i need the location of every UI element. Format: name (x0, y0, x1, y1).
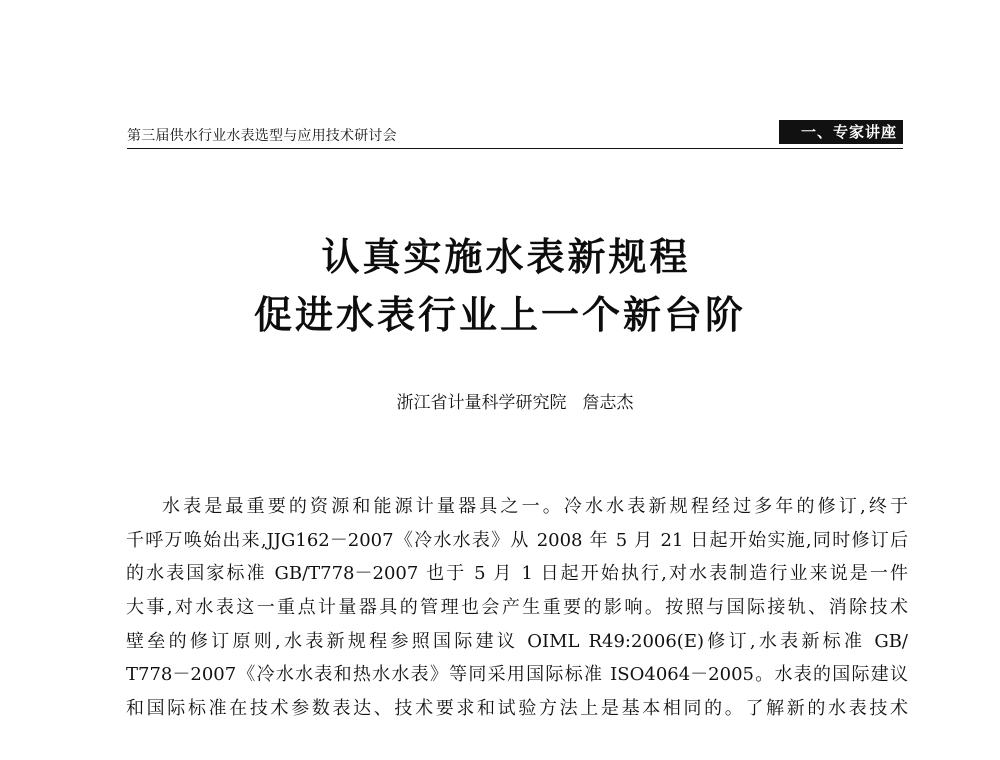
body-line: 大事,对水表这一重点计量器具的管理也会产生重要的影响。按照与国际接轨、消除技术 (126, 597, 908, 619)
byline (0, 388, 1000, 413)
header-divider (127, 148, 903, 149)
body-paragraph (126, 490, 908, 726)
body-line: 水表是最重要的资源和能源计量器具之一。冷水水表新规程经过多年的修订,终于 (162, 496, 908, 517)
body-line: 壁垒的修订原则,水表新规程参照国际建议 OIML R49:2006(E)修订,水表新标准 GB/ (126, 630, 908, 652)
author-name: 詹志杰 (582, 393, 634, 413)
body-line: 和国际标准在技术参数表达、技术要求和试验方法上是基本相同的。了解新的水表技术 (126, 698, 908, 720)
title-line-1: 认真实施水表新规程 (321, 235, 691, 279)
title-line-2: 促进水表行业上一个新台阶 (253, 293, 746, 337)
running-header (127, 120, 903, 148)
author-institute: 浙江省计量科学研究院 (396, 393, 567, 413)
body-line: 的水表国家标准 GB/T778－2007 也于 5 月 1 日起开始执行,对水表制造行业来说是一件 (126, 563, 908, 585)
article-title (0, 228, 1000, 344)
body-line: 千呼万唤始出来,JJG162－2007《冷水水表》从 2008 年 5 月 21 日起开始实施,同时修订后 (126, 529, 908, 551)
body-line: T778－2007《冷水水表和热水水表》等同采用国际标准 ISO4064－2005。水表的国际建议 (126, 664, 908, 686)
conference-name: 第三届供水行业水表选型与应用技术研讨会 (127, 128, 397, 144)
section-tag: 一、专家讲座 (779, 120, 903, 144)
